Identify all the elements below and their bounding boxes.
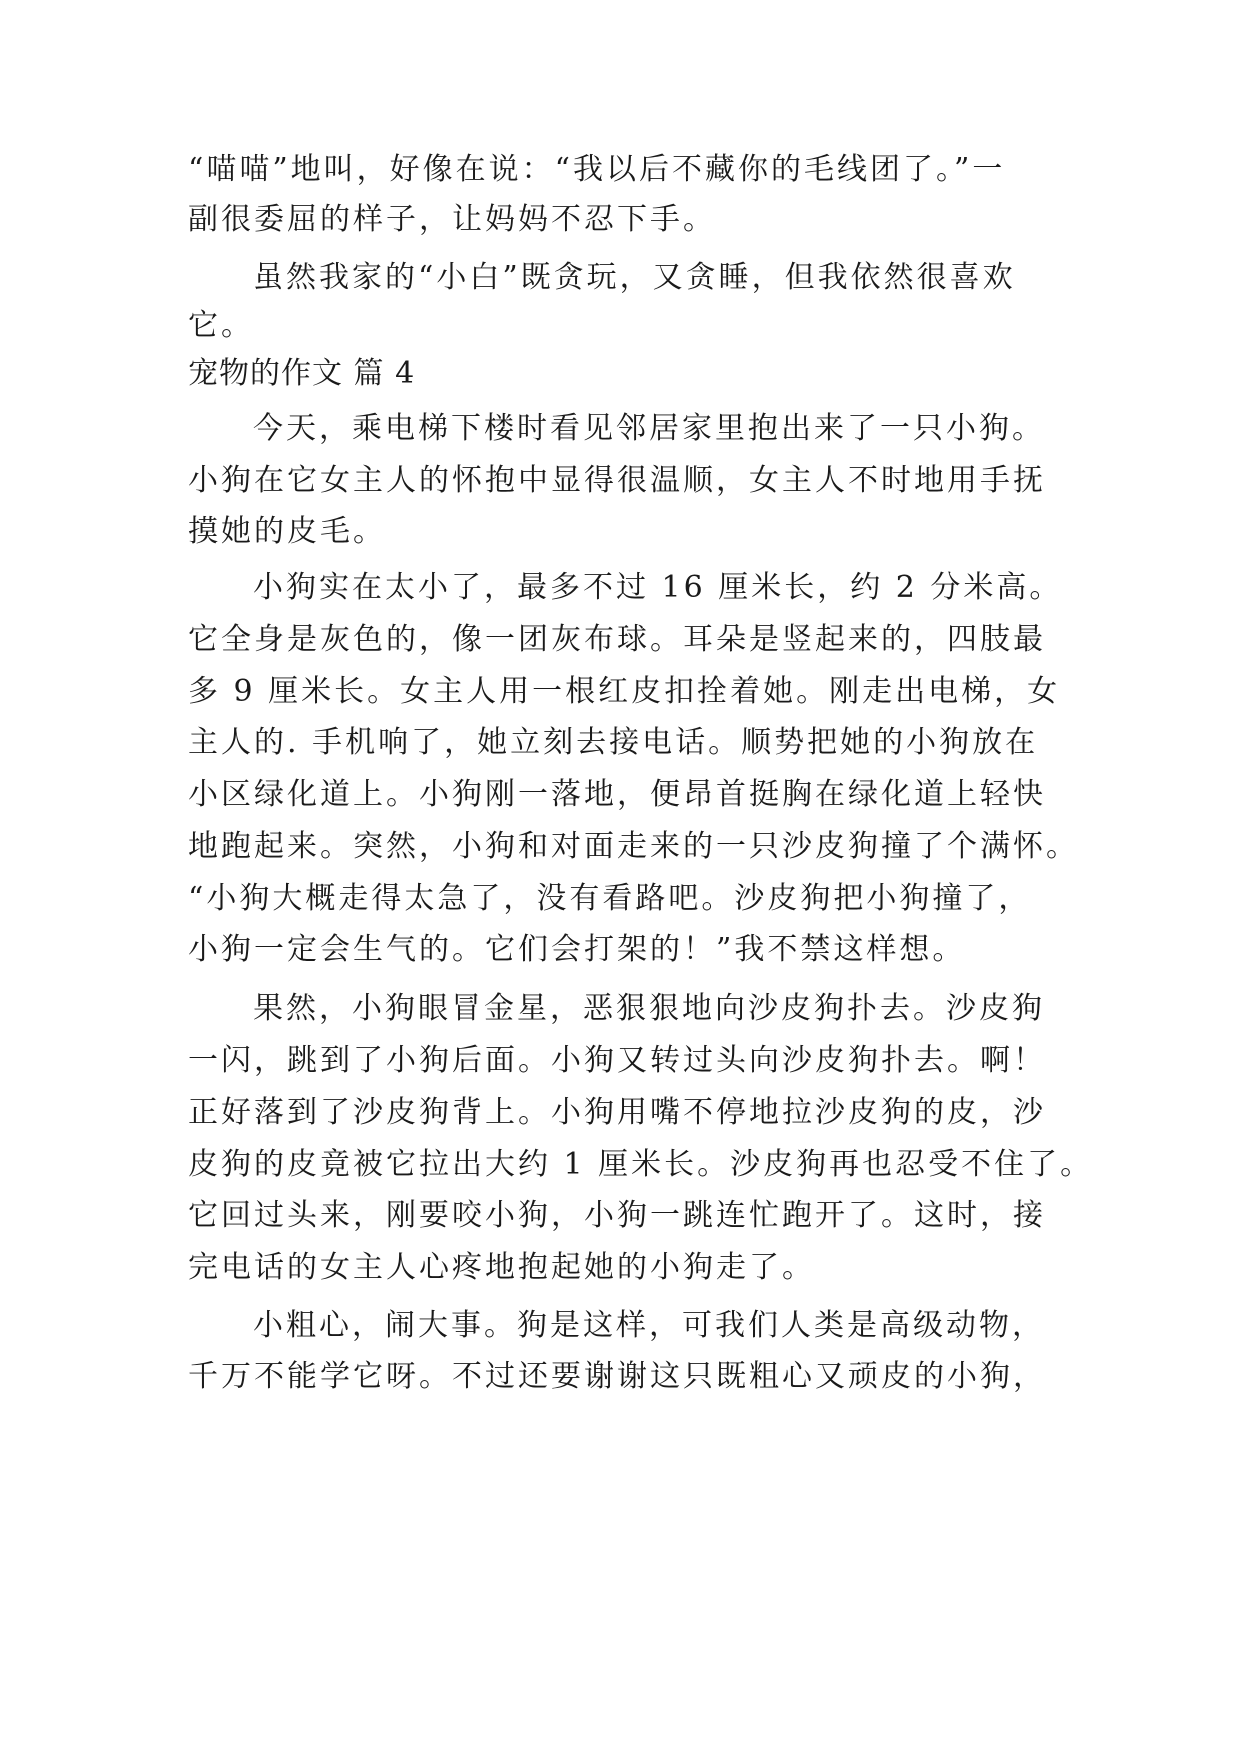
paragraph-start: 小狗实在太小了，最多不过 16 厘米长，约 2 分米高。	[253, 570, 1063, 605]
text-line: 小狗一定会生气的。它们会打架的！”我不禁这样想。	[188, 932, 966, 967]
text-line: 正好落到了沙皮狗背上。小狗用嘴不停地拉沙皮狗的皮，沙	[188, 1095, 1046, 1130]
text-line: 一闪，跳到了小狗后面。小狗又转过头向沙皮狗扑去。啊！	[188, 1043, 1046, 1078]
text-line: 摸她的皮毛。	[188, 514, 386, 549]
section-heading: 宠物的作文 篇 4	[188, 356, 416, 391]
paragraph-start: 果然，小狗眼冒金星，恶狠狠地向沙皮狗扑去。沙皮狗	[253, 991, 1045, 1026]
text-line: “小狗大概走得太急了，没有看路吧。沙皮狗把小狗撞了，	[188, 881, 1032, 916]
text-line: 它。	[188, 308, 254, 343]
text-line: 地跑起来。突然，小狗和对面走来的一只沙皮狗撞了个满怀。	[188, 829, 1079, 864]
text-line: 小区绿化道上。小狗刚一落地，便昂首挺胸在绿化道上轻快	[188, 777, 1046, 812]
text-line: 小狗在它女主人的怀抱中显得很温顺，女主人不时地用手抚	[188, 463, 1046, 498]
text-line: 主人的. 手机响了，她立刻去接电话。顺势把她的小狗放在	[188, 725, 1039, 760]
text-line: 副很委屈的样子，让妈妈不忍下手。	[188, 202, 716, 237]
text-line: “喵喵”地叫，好像在说：“我以后不藏你的毛线团了。”一	[188, 152, 1006, 187]
text-line: 千万不能学它呀。不过还要谢谢这只既粗心又顽皮的小狗，	[188, 1359, 1046, 1394]
text-line: 皮狗的皮竟被它拉出大约 1 厘米长。沙皮狗再也忍受不住了。	[188, 1147, 1094, 1182]
text-line: 多 9 厘米长。女主人用一根红皮扣拴着她。刚走出电梯，女	[188, 674, 1061, 709]
paragraph-start: 今天，乘电梯下楼时看见邻居家里抱出来了一只小狗。	[253, 411, 1045, 446]
paragraph-start: 虽然我家的“小白”既贪玩，又贪睡，但我依然很喜欢	[253, 260, 1016, 295]
paragraph-start: 小粗心，闹大事。狗是这样，可我们人类是高级动物，	[253, 1308, 1045, 1343]
text-line: 它回过头来，刚要咬小狗，小狗一跳连忙跑开了。这时，接	[188, 1198, 1046, 1233]
text-line: 它全身是灰色的，像一团灰布球。耳朵是竖起来的，四肢最	[188, 622, 1046, 657]
text-line: 完电话的女主人心疼地抱起她的小狗走了。	[188, 1250, 815, 1285]
